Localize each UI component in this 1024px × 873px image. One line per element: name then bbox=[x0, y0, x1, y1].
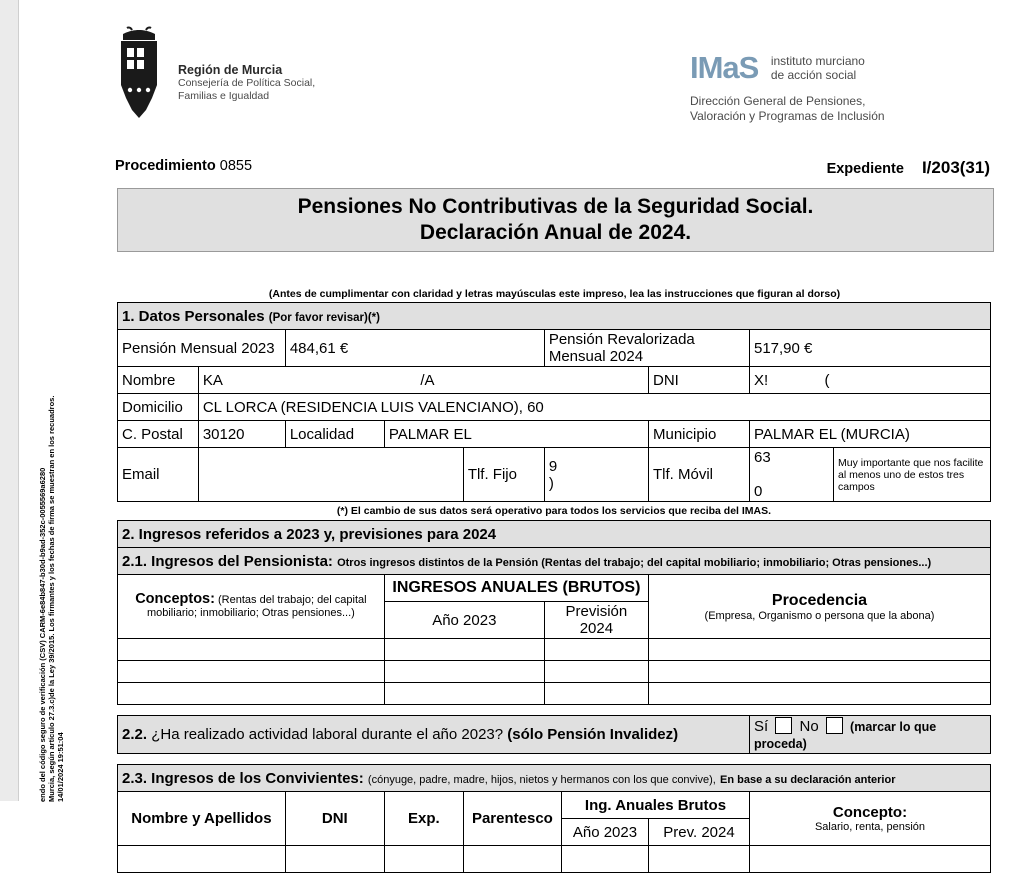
col-dni: DNI bbox=[285, 792, 384, 846]
section1-footnote-row bbox=[118, 502, 991, 521]
pension-revalorizada-value[interactable]: 517,90 € bbox=[749, 330, 990, 367]
cpostal-value[interactable]: 30120 bbox=[198, 421, 285, 448]
dni-value-suffix: ( bbox=[824, 371, 830, 389]
imas-name-line2: de acción social bbox=[770, 68, 857, 82]
pension-row bbox=[118, 330, 991, 367]
conviviente-dni[interactable] bbox=[285, 846, 384, 873]
section23-header-row bbox=[118, 765, 991, 792]
form-table bbox=[117, 302, 991, 873]
sidebar-line-csv: endo del código seguro de verificación (CSV) CARM-6e84b847-b30d-b9ad-352c-0055569a6280 bbox=[38, 467, 47, 802]
imas-name bbox=[771, 54, 865, 82]
section22-question bbox=[118, 716, 750, 754]
section23-title: 2.3. Ingresos de los Convivientes: bbox=[122, 769, 364, 787]
gov-subtitle-1: Consejería de Política Social, bbox=[178, 77, 316, 89]
government-identity bbox=[178, 64, 315, 103]
imas-logo: IMaS bbox=[690, 50, 759, 85]
localidad-value[interactable]: PALMAR EL bbox=[384, 421, 648, 448]
section23-header bbox=[118, 765, 991, 792]
region-murcia-crest-icon bbox=[110, 26, 168, 118]
conviviente-anio2023[interactable] bbox=[561, 846, 648, 873]
row-anio2023[interactable] bbox=[384, 661, 544, 683]
gov-subtitle-2: Familias e Igualdad bbox=[178, 90, 270, 102]
document-header bbox=[110, 26, 990, 136]
col-parentesco: Parentesco bbox=[463, 792, 561, 846]
domicilio-row bbox=[118, 394, 991, 421]
table-row bbox=[118, 683, 991, 705]
prevision-2024-header: Previsión 2024 bbox=[544, 602, 648, 639]
expediente-block bbox=[827, 158, 990, 178]
nombre-value-first: KA bbox=[202, 371, 222, 389]
spacer-cell bbox=[118, 705, 991, 716]
pension-mensual-label: Pensión Mensual 2023 bbox=[118, 330, 286, 367]
section21-header-row bbox=[118, 548, 991, 575]
sidebar-verification-text bbox=[38, 190, 65, 802]
row-anio2023[interactable] bbox=[384, 683, 544, 705]
tlf-fijo-value[interactable] bbox=[544, 448, 648, 502]
cpostal-label: C. Postal bbox=[118, 421, 199, 448]
table-row bbox=[118, 639, 991, 661]
conceptos-header bbox=[118, 575, 385, 639]
imas-dept-line1: Dirección General de Pensiones, bbox=[690, 94, 866, 108]
section22-answers bbox=[749, 716, 990, 754]
col-concepto bbox=[749, 792, 990, 846]
col-ingresos-brutos: Ing. Anuales Brutos bbox=[561, 792, 749, 819]
section1-header-row bbox=[118, 303, 991, 330]
row-prev2024[interactable] bbox=[544, 683, 648, 705]
section2-heading: 2. Ingresos referidos a 2023 y, previsiones para 2024 bbox=[118, 521, 991, 548]
conviviente-exp[interactable] bbox=[384, 846, 463, 873]
procedencia-header bbox=[648, 575, 990, 639]
tlf-fijo-value-prefix: 9 bbox=[548, 457, 558, 475]
conceptos-title: Conceptos: bbox=[135, 591, 215, 607]
tlf-fijo-label: Tlf. Fijo bbox=[463, 448, 544, 502]
row-prev2024[interactable] bbox=[544, 639, 648, 661]
section22-no-label: No bbox=[799, 718, 819, 735]
section22-bold: (sólo Pensión Invalidez) bbox=[507, 726, 679, 743]
tlf-movil-value-prefix: 63 bbox=[753, 449, 771, 466]
col-concepto-title: Concepto: bbox=[832, 804, 908, 821]
spacer-row bbox=[118, 754, 991, 765]
document-title-line-2: Declaración Anual de 2024. bbox=[419, 221, 692, 244]
imas-name-line1: instituto murciano bbox=[770, 54, 865, 68]
nombre-value-last: /A bbox=[420, 371, 435, 389]
col-concepto-note: Salario, renta, pensión bbox=[814, 821, 926, 833]
conviviente-concepto[interactable] bbox=[749, 846, 990, 873]
col-prev-2024: Prev. 2024 bbox=[648, 819, 749, 846]
row-procedencia[interactable] bbox=[648, 661, 990, 683]
row-concepto[interactable] bbox=[118, 639, 385, 661]
document-title-line-1: Pensiones No Contributivas de la Seguridad Social. bbox=[297, 195, 814, 218]
section22-number: 2.2. bbox=[122, 726, 148, 743]
tlf-fijo-value-suffix: ) bbox=[548, 474, 554, 492]
dni-value-prefix: X! bbox=[753, 371, 769, 389]
expediente-label: Expediente bbox=[826, 161, 904, 177]
row-prev2024[interactable] bbox=[544, 661, 648, 683]
dni-value[interactable] bbox=[749, 367, 990, 394]
procedure-label: Procedimiento bbox=[115, 158, 216, 174]
col-anio-2023: Año 2023 bbox=[561, 819, 648, 846]
section1-footnote: (*) El cambio de sus datos será operativo para todos los servicios que reciba del IMAS. bbox=[118, 502, 991, 521]
section1-heading-note: (Por favor revisar)(*) bbox=[268, 311, 380, 324]
dni-label: DNI bbox=[648, 367, 749, 394]
section22-marcar-note: (marcar lo que proceda) bbox=[753, 720, 937, 751]
email-label: Email bbox=[118, 448, 199, 502]
imas-department bbox=[690, 94, 990, 124]
section1-header bbox=[118, 303, 991, 330]
checkbox-si[interactable] bbox=[775, 717, 792, 734]
spacer-row bbox=[118, 705, 991, 716]
conviviente-prev2024[interactable] bbox=[648, 846, 749, 873]
tlf-movil-label: Tlf. Móvil bbox=[648, 448, 749, 502]
section21-title: 2.1. Ingresos del Pensionista: bbox=[122, 552, 333, 570]
document-title-box bbox=[117, 188, 994, 252]
pension-mensual-value[interactable]: 484,61 € bbox=[285, 330, 544, 367]
localidad-label: Localidad bbox=[285, 421, 384, 448]
localidad-row bbox=[118, 421, 991, 448]
page-edge-line bbox=[18, 0, 19, 801]
spacer-cell bbox=[118, 754, 991, 765]
tlf-movil-value[interactable] bbox=[749, 448, 833, 502]
imas-dept-line2: Valoración y Programas de Inclusión bbox=[690, 109, 885, 123]
expediente-value-suffix: 3(31) bbox=[950, 158, 990, 177]
tlf-movil-value-suffix: 0 bbox=[753, 483, 763, 500]
table-row bbox=[118, 846, 991, 873]
ingresos-anuales-header: INGRESOS ANUALES (BRUTOS) bbox=[384, 575, 648, 602]
section23-note-bold: En base a su declaración anterior bbox=[720, 773, 896, 786]
expediente-value-prefix: I/20 bbox=[921, 158, 951, 177]
nombre-value[interactable] bbox=[198, 367, 648, 394]
row-concepto[interactable] bbox=[118, 683, 385, 705]
row-anio2023[interactable] bbox=[384, 639, 544, 661]
nombre-label: Nombre bbox=[118, 367, 199, 394]
email-row bbox=[118, 448, 991, 502]
col-nombre-apellidos: Nombre y Apellidos bbox=[118, 792, 286, 846]
email-value[interactable] bbox=[198, 448, 463, 502]
procedure-row bbox=[115, 158, 990, 177]
section23-note: (cónyuge, padre, madre, hijos, nietos y hermanos con los que convive), bbox=[367, 773, 716, 786]
conviviente-parentesco[interactable] bbox=[463, 846, 561, 873]
col-exp: Exp. bbox=[384, 792, 463, 846]
instructions-note: (Antes de cumplimentar con claridad y letras mayúsculas este impreso, lea las instrucciones que figuran al dorso) bbox=[268, 288, 841, 300]
contact-importance-note: Muy importante que nos facilite al menos uno de estos tres campos bbox=[834, 448, 991, 502]
convivientes-header-row bbox=[118, 792, 991, 819]
pension-revalorizada-label: Pensión Revalorizada Mensual 2024 bbox=[544, 330, 749, 367]
sidebar-line-timestamp: 14/01/2024 19:51:04 bbox=[56, 732, 65, 802]
domicilio-value[interactable]: CL LORCA (RESIDENCIA LUIS VALENCIANO), 60 bbox=[198, 394, 990, 421]
nombre-row bbox=[118, 367, 991, 394]
imas-identity bbox=[690, 50, 990, 124]
domicilio-label: Domicilio bbox=[118, 394, 199, 421]
procedencia-title: Procedencia bbox=[771, 591, 868, 609]
page-left-gutter bbox=[0, 0, 19, 801]
section22-text: ¿Ha realizado actividad laboral durante el año 2023? bbox=[151, 726, 504, 743]
checkbox-no[interactable] bbox=[826, 717, 843, 734]
section22-si-label: Sí bbox=[753, 718, 769, 735]
section2-header-row bbox=[118, 521, 991, 548]
procedure-value: 0855 bbox=[219, 158, 253, 174]
row-concepto[interactable] bbox=[118, 661, 385, 683]
conviviente-nombre[interactable] bbox=[118, 846, 286, 873]
table-row bbox=[118, 661, 991, 683]
section21-header bbox=[118, 548, 991, 575]
row-procedencia[interactable] bbox=[648, 683, 990, 705]
municipio-value[interactable]: PALMAR EL (MURCIA) bbox=[749, 421, 990, 448]
row-procedencia[interactable] bbox=[648, 639, 990, 661]
anio-2023-header: Año 2023 bbox=[384, 602, 544, 639]
section22-row bbox=[118, 716, 991, 754]
sidebar-line-legal: Murcia, según artículo 27.3.c)de la Ley 39/2015. Los firmantes y los fechas de firma se muestran en los recuadros. bbox=[47, 395, 56, 802]
ingresos-header-row bbox=[118, 575, 991, 602]
procedencia-note: (Empresa, Organismo o persona que la abona) bbox=[704, 609, 935, 622]
section21-note: Otros ingresos distintos de la Pensión (Rentas del trabajo; del capital mobiliario; inmobiliario; Otras pensiones...) bbox=[337, 556, 932, 569]
conceptos-note: (Rentas del trabajo; del capital mobiliario; inmobiliario; Otras pensiones...) bbox=[146, 594, 367, 619]
gov-title: Región de Murcia bbox=[178, 63, 283, 77]
section1-heading: 1. Datos Personales bbox=[122, 307, 265, 325]
municipio-label: Municipio bbox=[648, 421, 749, 448]
